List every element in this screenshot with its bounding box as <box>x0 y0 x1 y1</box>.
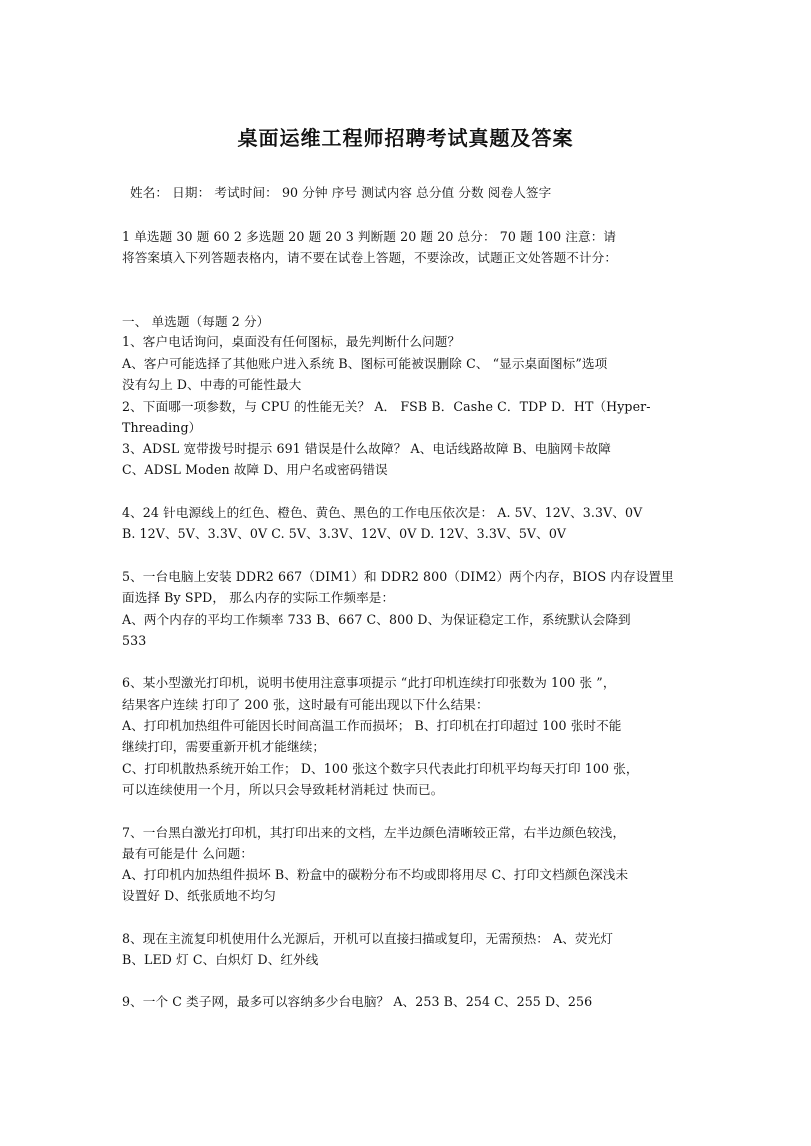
question-line: 1、客户电话询问，桌面没有任何图标，最先判断什么问题？ <box>122 334 461 349</box>
question-line: C、ADSL Moden 故障 D、用户名或密码错误 <box>122 462 388 477</box>
question-line: Threading） <box>122 420 202 435</box>
question-line: 9、一个 C 类子网，最多可以容纳多少台电脑？ A、253 B、254 C、255 D、256 <box>122 994 593 1009</box>
question-line: 继续打印，需要重新开机才能继续； <box>122 739 326 754</box>
question-line: 3、ADSL 宽带拨号时提示 691 错误是什么故障？ A、电话线路故障 B、电脑网卡故障 <box>122 441 611 456</box>
question-line: A、两个内存的平均工作频率 733 B、667 C、800 D、为保证稳定工作，系统默认会降到 <box>122 612 631 627</box>
question-line: C、打印机散热系统开始工作； D、100 张这个数字只代表此打印机平均每天打印 100 张， <box>122 761 639 776</box>
question-line: 可以连续使用一个月，所以只会导致耗材消耗过 快而已。 <box>122 782 444 797</box>
question-line: A、打印机内加热组件损坏 B、粉盒中的碳粉分布不均或即将用尽 C、打印文档颜色深浅未 <box>122 867 629 882</box>
question-line: 没有勾上 D、中毒的可能性最大 <box>122 377 302 392</box>
section-heading: 一、 单选题（每题 2 分） <box>122 314 270 329</box>
question-line: 设置好 D、纸张质地不均匀 <box>122 888 276 903</box>
question-line: B、LED 灯 C、白炽灯 D、红外线 <box>122 952 319 967</box>
question-line: A、打印机加热组件可能因长时间高温工作而损坏； B、打印机在打印超过 100 张时不能 <box>122 718 622 733</box>
question-line: 8、现在主流复印机使用什么光源后，开机可以直接扫描或复印，无需预热： A、荧光灯 <box>122 931 614 946</box>
header-info-line: 姓名： 日期： 考试时间： 90 分钟 序号 测试内容 总分值 分数 阅卷人签字 <box>130 185 552 200</box>
question-line: 5、一台电脑上安装 DDR2 667（DIM1）和 DDR2 800（DIM2）两个内存，BIOS 内存设置里 <box>122 569 674 584</box>
question-line: 7、一台黑白激光打印机，其打印出来的文档，左半边颜色清晰较正常，右半边颜色较浅， <box>122 825 626 840</box>
intro-line: 1 单选题 30 题 60 2 多选题 20 题 20 3 判断题 20 题 20 总分： 70 题 100 注意：请 <box>122 229 617 244</box>
question-line: B. 12V、5V、3.3V、0V C. 5V、3.3V、12V、0V D. 12V、3.3V、5V、0V <box>122 526 567 541</box>
question-line: A、客户可能选择了其他账户进入系统 B、图标可能被误删除 C、 “显示桌面图标”选项 <box>122 356 608 371</box>
page-title: 桌面运维工程师招聘考试真题及答案 <box>237 126 574 150</box>
question-line: 面选择 By SPD， 那么内存的实际工作频率是： <box>122 590 395 605</box>
intro-line: 将答案填入下列答题表格内，请不要在试卷上答题，不要涂改，试题正文处答题不计分： <box>122 250 618 265</box>
question-line: 2、下面哪一项参数，与 CPU 的性能无关？ A． FSB B．Cashe C．TDP D．HT（Hyper- <box>122 399 651 414</box>
question-line: 4、24 针电源线上的红色、橙色、黄色、黑色的工作电压依次是： A. 5V、12V、3.3V、0V <box>122 505 643 520</box>
question-line: 最有可能是什 么问题： <box>122 846 254 861</box>
question-line: 结果客户连续 打印了 200 张，这时最有可能出现以下什么结果： <box>122 697 489 712</box>
question-line: 533 <box>122 633 147 648</box>
question-line: 6、某小型激光打印机，说明书使用注意事项提示 “此打印机连续打印张数为 100 张 ”， <box>122 675 616 690</box>
